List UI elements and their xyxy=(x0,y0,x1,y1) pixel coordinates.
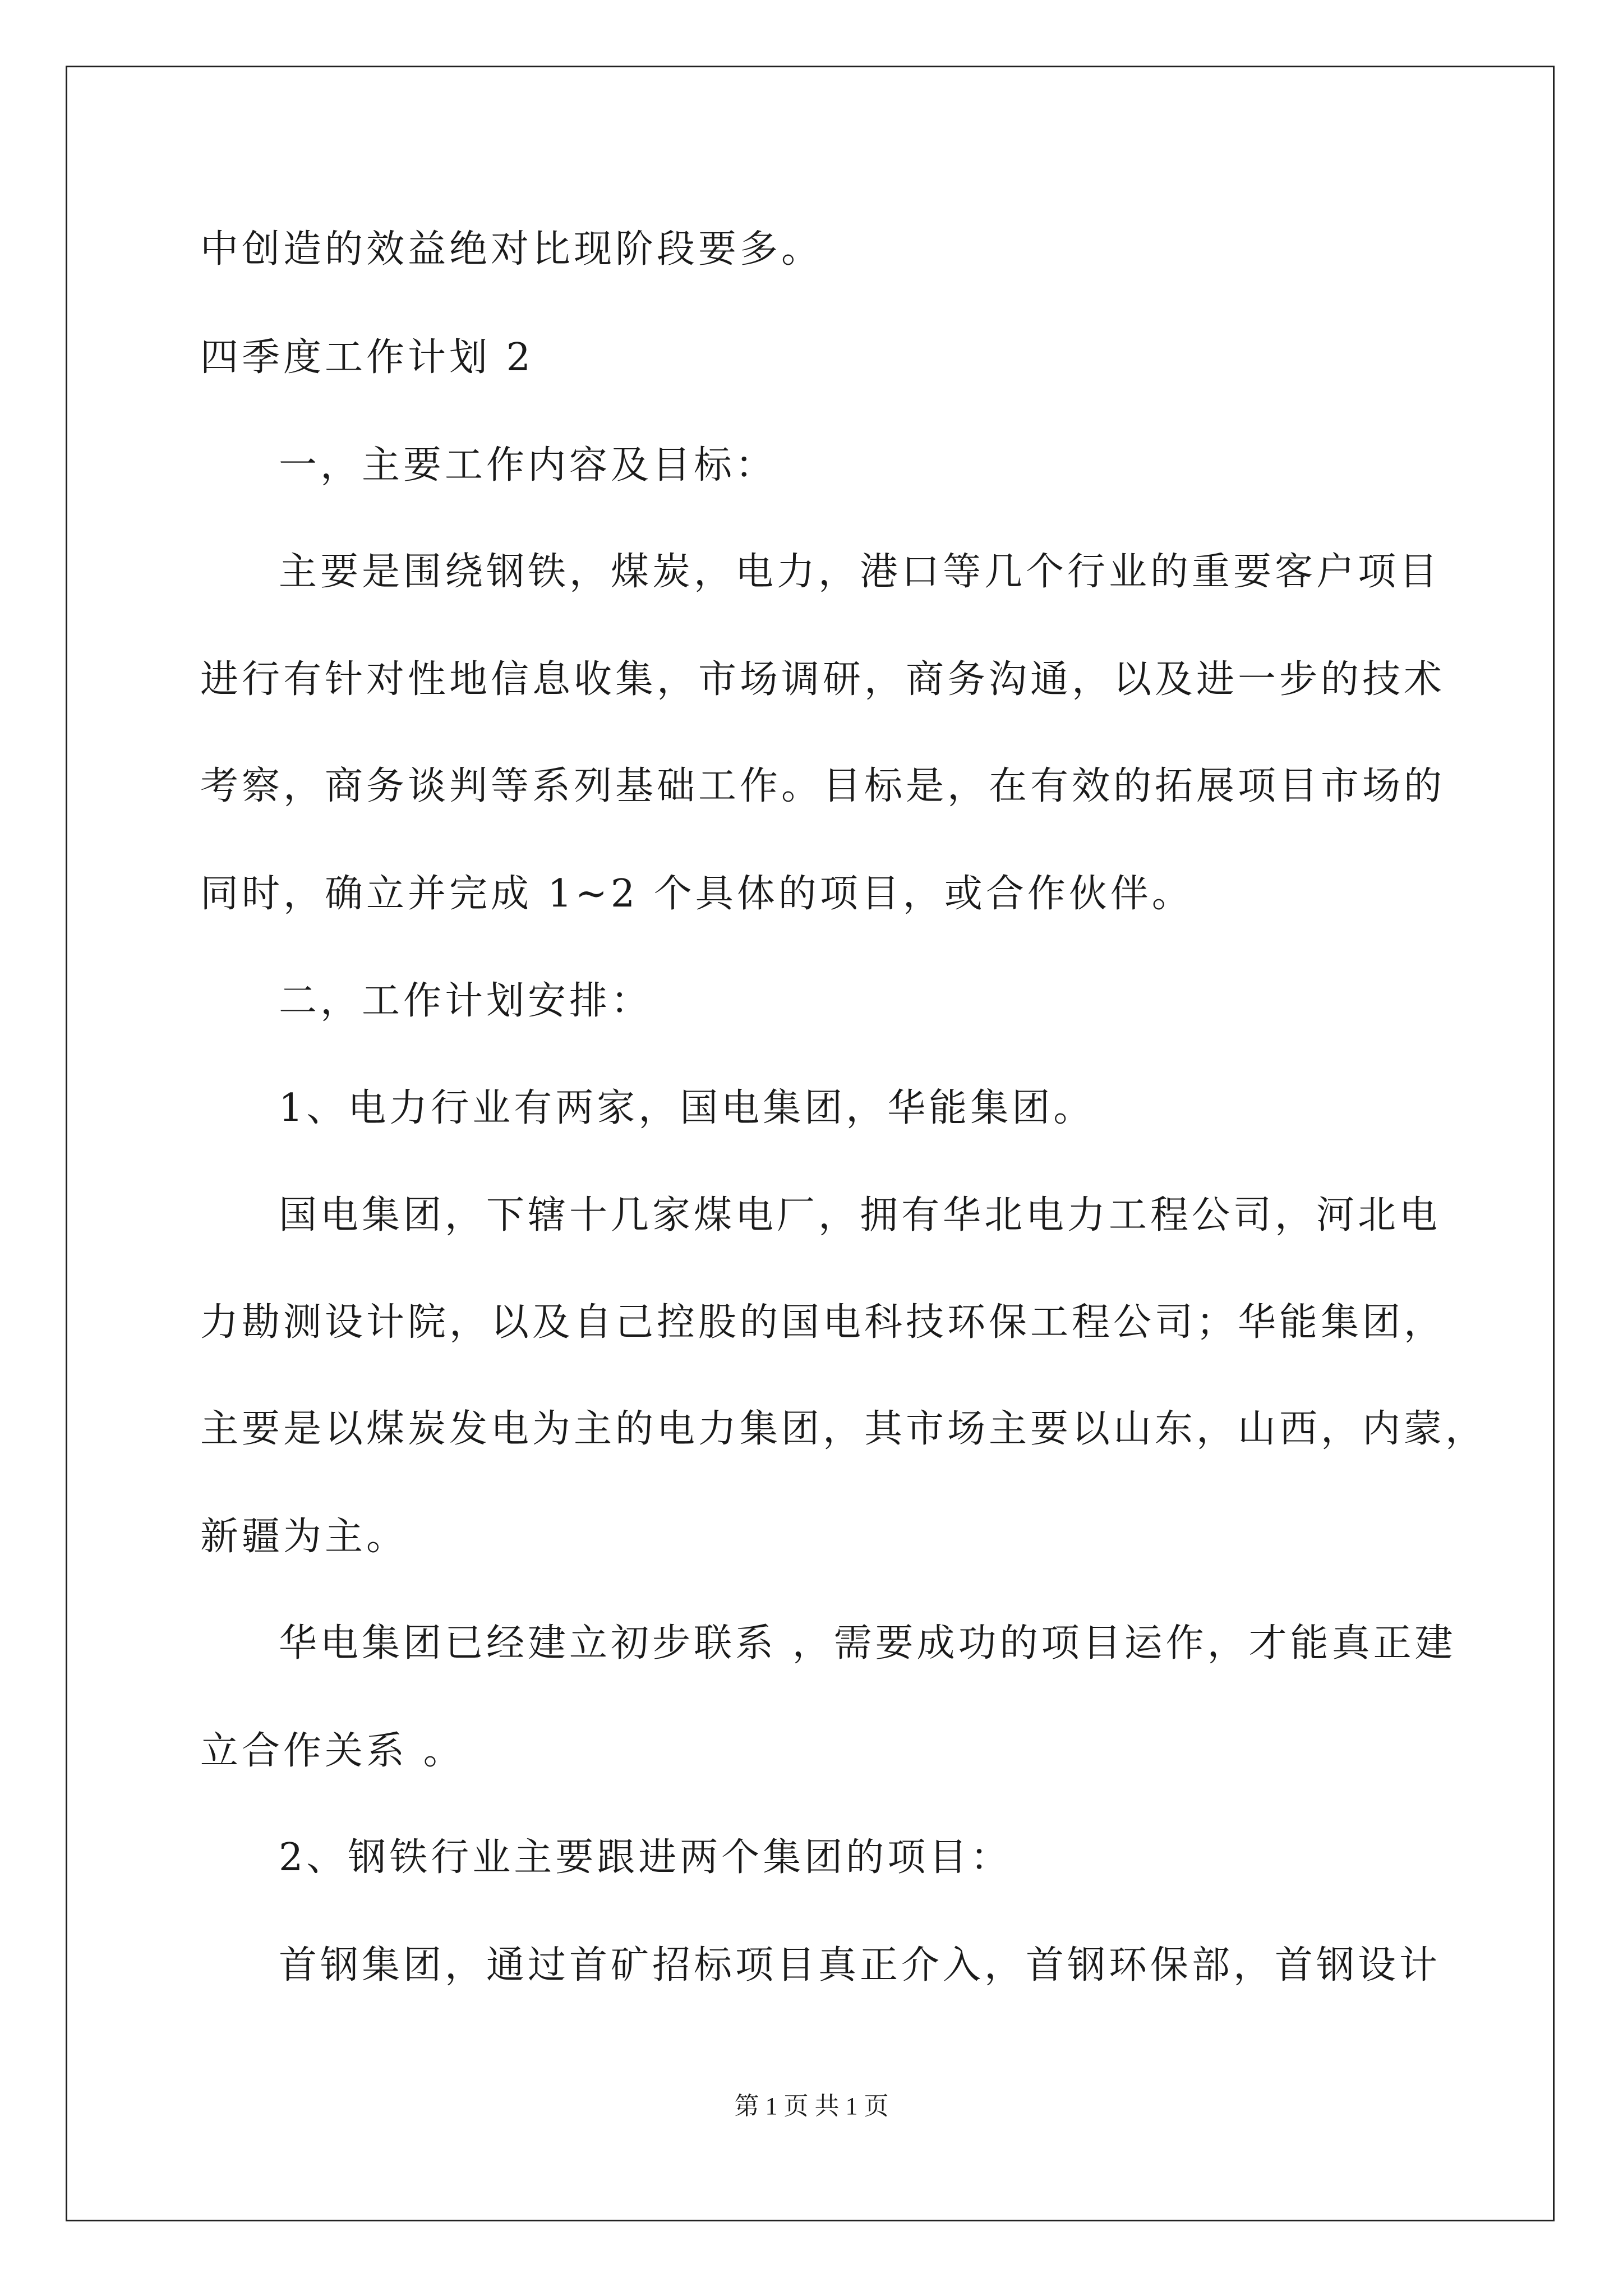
text-line: 2、钢铁行业主要跟进两个集团的项目： xyxy=(279,1835,1012,1880)
text-line: 国电集团，下辖十几家煤电厂，拥有华北电力工程公司，河北电 xyxy=(279,1193,1441,1237)
text-line: 进行有针对性地信息收集，市场调研，商务沟通，以及进一步的技术 xyxy=(200,657,1446,702)
text-line: 中创造的效益绝对比现阶段要多。 xyxy=(200,227,823,272)
text-line: 同时，确立并完成 1~2 个具体的项目，或合作伙伴。 xyxy=(200,872,1193,916)
text-line: 一，主要工作内容及目标： xyxy=(279,443,777,487)
text-line: 首钢集团，通过首矿招标项目真正介入，首钢环保部，首钢设计 xyxy=(279,1943,1441,1987)
section-heading: 四季度工作计划 2 xyxy=(200,335,534,380)
text-line: 主要是以煤炭发电为主的电力集团，其市场主要以山东，山西，内蒙， xyxy=(200,1407,1487,1451)
text-line: 1、电力行业有两家，国电集团，华能集团。 xyxy=(279,1086,1095,1130)
text-line: 新疆为主。 xyxy=(200,1515,408,1559)
text-line: 二，工作计划安排： xyxy=(279,979,653,1023)
text-line: 主要是围绕钢铁，煤炭，电力，港口等几个行业的重要客户项目 xyxy=(279,550,1441,594)
text-line: 力勘测设计院，以及自己控股的国电科技环保工程公司；华能集团， xyxy=(200,1300,1446,1345)
text-line: 华电集团已经建立初步联系 ，需要成功的项目运作，才能真正建 xyxy=(279,1621,1456,1665)
text-line: 立合作关系 。 xyxy=(200,1729,465,1773)
text-line: 考察，商务谈判等系列基础工作。目标是，在有效的拓展项目市场的 xyxy=(200,764,1446,808)
page-footer: 第 1 页 共 1 页 xyxy=(734,2092,889,2120)
page-border xyxy=(66,66,1555,2221)
